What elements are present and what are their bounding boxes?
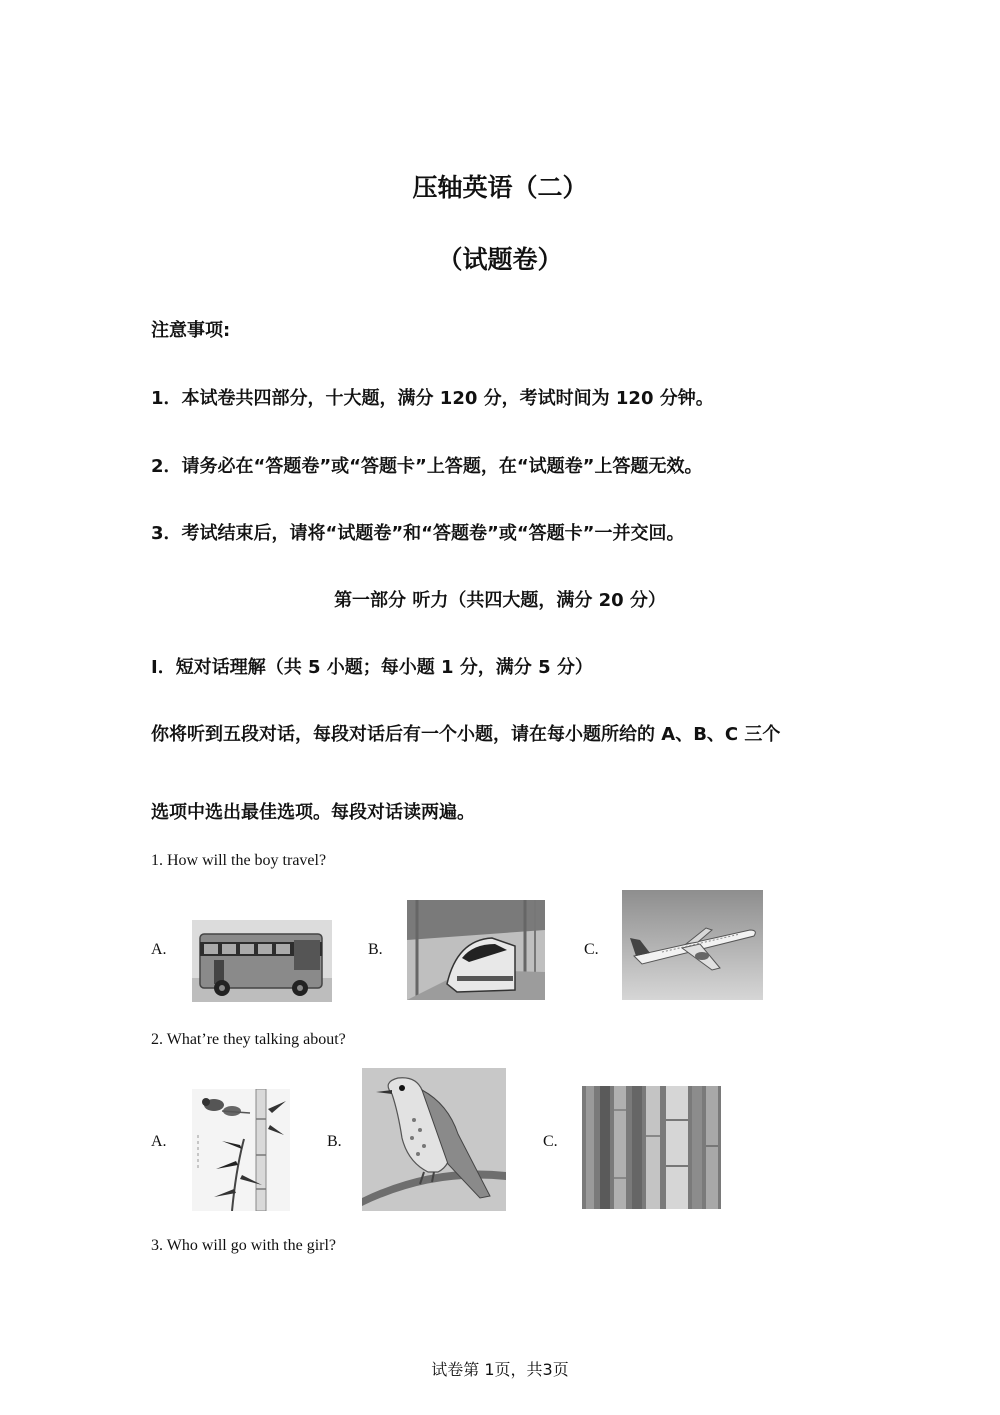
page-footer: 试卷第 1页，共3页 [431,1360,569,1379]
page-title: 压轴英语（二） [412,173,588,202]
notice-item-3: 3．考试结束后，请将“试题卷”和“答题卷”或“答题卡”一并交回。 [151,523,685,544]
airplane-image [622,890,763,1000]
q1-option-a-label: A. [151,941,167,958]
instructions-line-1: 你将听到五段对话，每段对话后有一个小题，请在每小题所给的 A、B、C 三个 [151,724,781,745]
question-1-text: 1. How will the boy travel? [151,852,327,869]
notice-heading: 注意事项: [151,320,231,341]
part1-heading: 第一部分 听力（共四大题，满分 20 分） [334,590,666,611]
bird-image [362,1068,506,1211]
section1-heading: I．短对话理解（共 5 小题；每小题 1 分，满分 5 分） [151,657,593,678]
bamboo-image [582,1086,721,1209]
notice-item-1: 1．本试卷共四部分，十大题，满分 120 分，考试时间为 120 分钟。 [151,388,714,409]
notice-item-2: 2．请务必在“答题卷”或“答题卡”上答题，在“试题卷”上答题无效。 [151,456,703,477]
q2-option-a-label: A. [151,1133,167,1150]
question-2-text: 2. What’re they talking about? [151,1031,346,1048]
train-image [407,900,545,1000]
bird-bamboo-painting-image [192,1089,290,1211]
q2-option-b-label: B. [327,1133,342,1150]
q1-option-b-label: B. [368,941,383,958]
q2-option-c-label: C. [543,1133,558,1150]
bus-image [192,920,332,1002]
page-subtitle: （试题卷） [437,245,563,274]
question-3-text: 3. Who will go with the girl? [151,1237,337,1254]
instructions-line-2: 选项中选出最佳选项。每段对话读两遍。 [151,802,475,823]
q1-option-c-label: C. [584,941,599,958]
